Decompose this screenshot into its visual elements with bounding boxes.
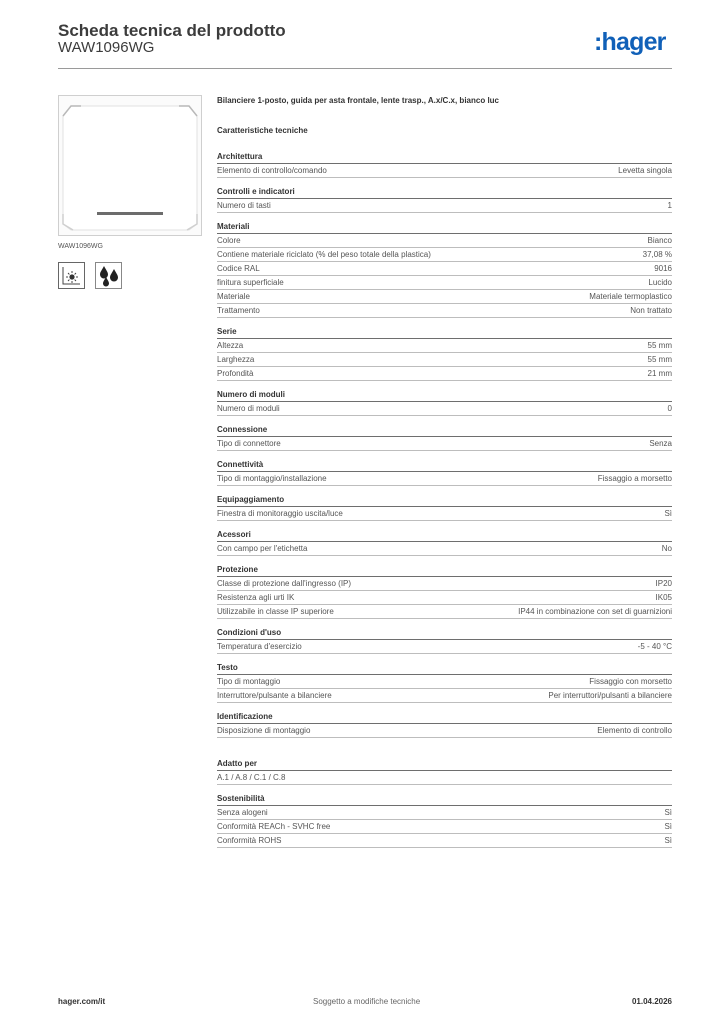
spec-row <box>217 234 672 248</box>
spec-label: Temperatura d'esercizio <box>217 642 302 651</box>
spec-row <box>217 771 672 785</box>
spec-row <box>217 834 672 848</box>
spec-section <box>217 530 672 556</box>
spec-value: IP20 <box>655 579 672 588</box>
section-title: Adatto per <box>217 759 672 771</box>
spec-value: Senza <box>649 439 672 448</box>
indoor-light-icon <box>58 262 85 289</box>
section-title: Testo <box>217 663 672 675</box>
spec-label: Materiale <box>217 292 250 301</box>
spec-row <box>217 353 672 367</box>
spec-section <box>217 152 672 178</box>
spec-row <box>217 689 672 703</box>
spec-label: Elemento di controllo/comando <box>217 166 327 175</box>
spec-row <box>217 640 672 654</box>
spec-row <box>217 472 672 486</box>
spec-section <box>217 628 672 654</box>
spec-value: Bianco <box>647 236 672 245</box>
spec-section <box>217 222 672 318</box>
section-title: Protezione <box>217 565 672 577</box>
spec-row <box>217 820 672 834</box>
spec-label: Larghezza <box>217 355 255 364</box>
spec-value: Lucido <box>648 278 672 287</box>
spec-value: 0 <box>667 404 672 413</box>
spec-label: Classe di protezione dall'ingresso (IP) <box>217 579 352 588</box>
page-title: Scheda tecnica del prodotto <box>58 21 286 40</box>
spec-section <box>217 794 672 848</box>
spec-content <box>217 96 672 857</box>
rocker-switch-image <box>59 96 201 235</box>
spec-value: 1 <box>667 201 672 210</box>
section-title: Connessione <box>217 425 672 437</box>
spec-row <box>217 290 672 304</box>
spec-row <box>217 675 672 689</box>
spec-label: Numero di moduli <box>217 404 280 413</box>
spec-label: Tipo di montaggio <box>217 677 281 686</box>
spec-value: Materiale termoplastico <box>589 292 672 301</box>
spec-value: Sì <box>664 509 672 518</box>
spec-label: Resistenza agli urti IK <box>217 593 295 602</box>
section-title: Numero di moduli <box>217 390 672 402</box>
spec-row <box>217 199 672 213</box>
spec-section <box>217 327 672 381</box>
section-title: Materiali <box>217 222 672 234</box>
spec-value: -5 - 40 °C <box>637 642 672 651</box>
product-code: WAW1096WG <box>58 39 155 56</box>
spec-label: A.1 / A.8 / C.1 / C.8 <box>217 773 286 782</box>
section-title: Architettura <box>217 152 672 164</box>
section-title: Identificazione <box>217 712 672 724</box>
spec-value: 37,08 % <box>642 250 672 259</box>
spec-value: Per interruttori/pulsanti a bilanciere <box>548 691 672 700</box>
spec-row <box>217 591 672 605</box>
spec-label: Colore <box>217 236 241 245</box>
spec-row <box>217 605 672 619</box>
spec-value: 21 mm <box>647 369 672 378</box>
spec-row <box>217 402 672 416</box>
spec-row <box>217 507 672 521</box>
section-title: Acessori <box>217 530 672 542</box>
section-title: Serie <box>217 327 672 339</box>
spec-value: Fissaggio con morsetto <box>589 677 672 686</box>
spec-row <box>217 542 672 556</box>
spec-value: 55 mm <box>647 341 672 350</box>
spec-value: No <box>661 544 672 553</box>
section-title: Connettività <box>217 460 672 472</box>
product-description: Bilanciere 1-posto, guida per asta frontale, lente trasp., A.x/C.x, bianco luc <box>217 96 499 105</box>
image-caption: WAW1096WG <box>58 243 103 250</box>
spec-label: Conformità REACh - SVHC free <box>217 822 331 831</box>
spec-value: Elemento di controllo <box>597 726 672 735</box>
product-image <box>58 95 202 236</box>
spec-row <box>217 437 672 451</box>
spec-value: Levetta singola <box>618 166 672 175</box>
water-drops-icon <box>95 262 122 289</box>
spec-row <box>217 304 672 318</box>
spec-label: Utilizzabile in classe IP superiore <box>217 607 334 616</box>
spec-row <box>217 262 672 276</box>
spec-section <box>217 460 672 486</box>
spec-section <box>217 565 672 619</box>
spec-label: Trattamento <box>217 306 260 315</box>
spec-row <box>217 806 672 820</box>
section-title: Equipaggiamento <box>217 495 672 507</box>
spec-label: Profondità <box>217 369 254 378</box>
footer-date: 01.04.2026 <box>631 997 672 1006</box>
spec-section <box>217 495 672 521</box>
spec-label: Senza alogeni <box>217 808 268 817</box>
spec-label: Altezza <box>217 341 244 350</box>
spec-label: Codice RAL <box>217 264 260 273</box>
header-divider <box>58 68 672 69</box>
spec-label: Conformità ROHS <box>217 836 282 845</box>
spec-row <box>217 276 672 290</box>
spec-row <box>217 577 672 591</box>
spec-label: Tipo di connettore <box>217 439 281 448</box>
spec-label: Interruttore/pulsante a bilanciere <box>217 691 332 700</box>
footer-website: hager.com/it <box>58 997 106 1006</box>
spec-section <box>217 712 672 738</box>
spec-row <box>217 164 672 178</box>
section-title: Condizioni d'uso <box>217 628 672 640</box>
spec-value: Sì <box>664 822 672 831</box>
section-title: Sostenibilità <box>217 794 672 806</box>
spec-value: Non trattato <box>630 306 672 315</box>
spec-value: Sì <box>664 808 672 817</box>
footer-note: Soggetto a modifiche tecniche <box>313 997 421 1006</box>
spec-sections <box>217 152 672 848</box>
spec-label: Finestra di monitoraggio uscita/luce <box>217 509 343 518</box>
spec-row <box>217 367 672 381</box>
spec-value: 55 mm <box>647 355 672 364</box>
spec-section <box>217 759 672 785</box>
spec-row <box>217 339 672 353</box>
characteristics-title: Caratteristiche tecniche <box>217 126 308 135</box>
spec-label: Contiene materiale riciclato (% del peso totale della plastica) <box>217 250 431 259</box>
spec-section <box>217 390 672 416</box>
spec-label: Disposizione di montaggio <box>217 726 311 735</box>
spec-label: Con campo per l'etichetta <box>217 544 308 553</box>
section-spacer <box>217 747 672 759</box>
spec-label: finitura superficiale <box>217 278 284 287</box>
spec-label: Numero di tasti <box>217 201 271 210</box>
spec-value: Sì <box>664 836 672 845</box>
section-title: Controlli e indicatori <box>217 187 672 199</box>
spec-section <box>217 425 672 451</box>
spec-value: IP44 in combinazione con set di guarnizioni <box>518 607 672 616</box>
spec-section <box>217 187 672 213</box>
spec-row <box>217 248 672 262</box>
hager-logo: :hager <box>594 28 666 56</box>
spec-value: 9016 <box>654 264 672 273</box>
spec-value: Fissaggio a morsetto <box>597 474 672 483</box>
spec-row <box>217 724 672 738</box>
spec-label: Tipo di montaggio/installazione <box>217 474 327 483</box>
spec-section <box>217 663 672 703</box>
spec-value: IK05 <box>655 593 672 602</box>
